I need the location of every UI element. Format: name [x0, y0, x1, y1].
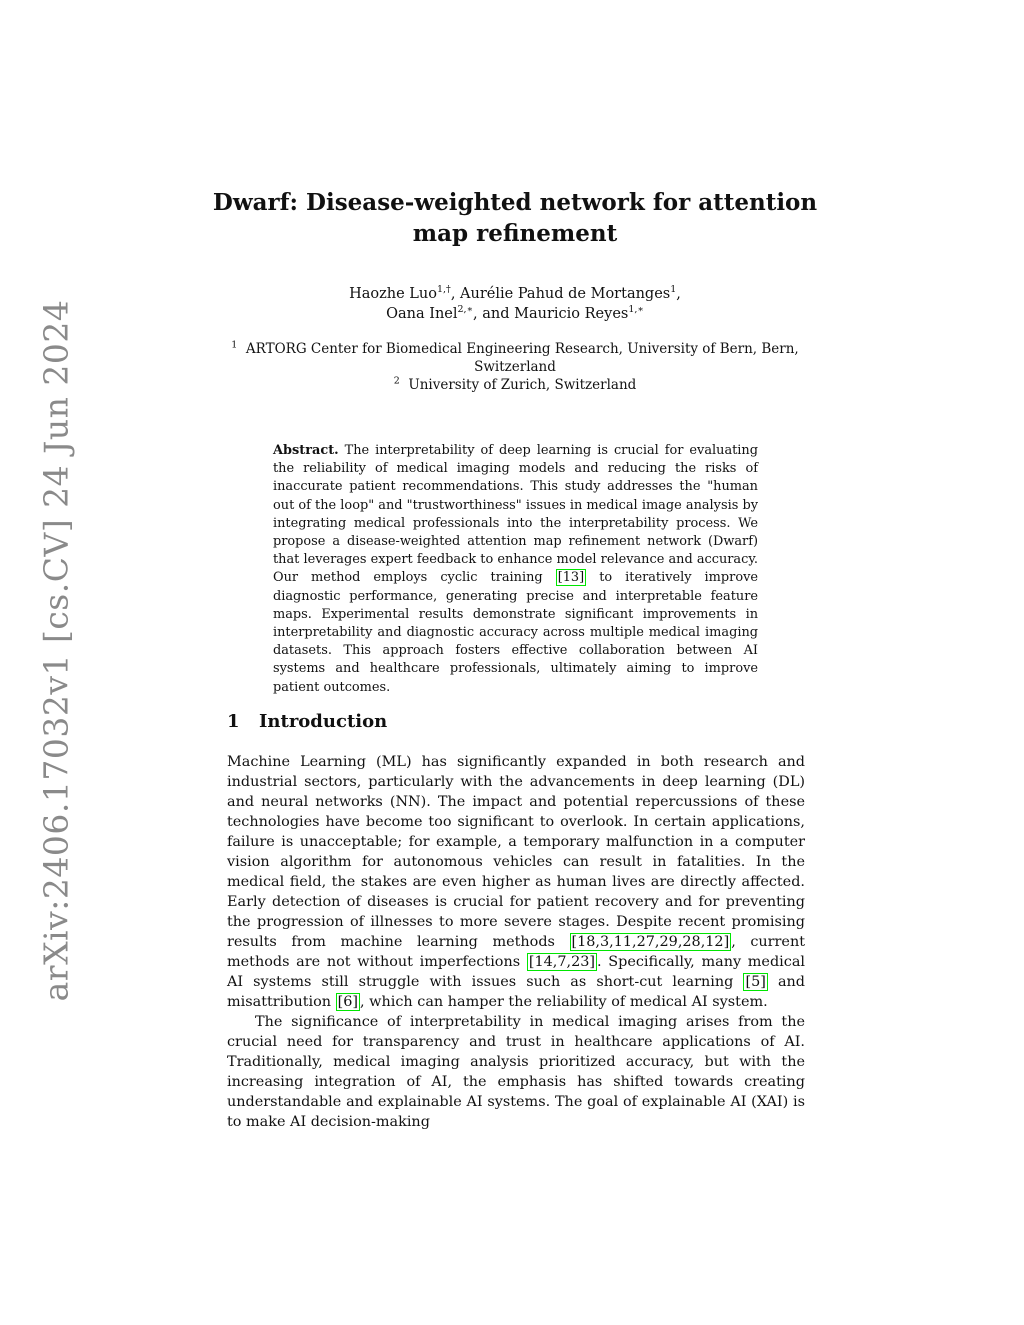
body-text — [227, 752, 805, 1132]
section-number: 1 — [227, 711, 240, 732]
paragraph-text: Machine Learning (ML) has significantly expanded in both research and industrial sectors, particularly with the advancements in deep learning (DL) and neural networks (NN). The impact and potential repercussions of these technologies have become too significant to overlook. In certain applications, failure is unacceptable; for example, a temporary malfunction in a computer vision algorithm for autonomous vehicles can result in fatalities. In the medical field, the stakes are even higher as human lives are directly affected. Early detection of diseases is crucial for patient recovery and for preventing the progression of illnesses to more severe stages. Despite recent promising results from machine learning methods — [227, 754, 805, 950]
author-name: , and Mauricio Reyes — [473, 306, 629, 322]
paragraph-text: . Specifically, many medical AI systems still struggle with issues such as short-cut learning — [227, 954, 806, 990]
affiliations — [220, 340, 810, 394]
paragraph-text: and misattribution — [227, 974, 806, 1010]
paragraph: The significance of interpretability in medical imaging arises from the crucial need for transparency and trust in healthcare applications of AI. Traditionally, medical imaging analysis prioritized accuracy, but with the increasing integration of AI, the emphasis has shifted towards creating understandable and explainable AI systems. The goal of explainable AI (XAI) is to make AI decision-making — [227, 1014, 805, 1130]
abstract — [273, 442, 758, 697]
citation-link[interactable]: [13] — [557, 570, 585, 586]
arxiv-sidebar — [30, 299, 82, 1001]
arxiv-identifier: arXiv:2406.17032v1 [cs.CV] 24 Jun 2024 — [36, 299, 76, 1001]
affiliation-number: 2 — [393, 375, 400, 387]
paragraph-text: , which can hamper the reliability of medical AI system. — [360, 994, 768, 1010]
paragraph — [227, 752, 805, 1012]
affiliation-2 — [220, 376, 810, 394]
authors-line-2 — [200, 304, 830, 324]
citation-link[interactable]: [6] — [337, 994, 359, 1010]
title-line-2: map refinement — [412, 220, 618, 247]
paper-title — [200, 187, 830, 249]
abstract-text: The interpretability of deep learning is crucial for evaluating the reliability of medical imaging models and reducing the risks of inaccurate patient recommendations. This study addresses the "human out of the loop" and "trustworthiness" issues in medical image analysis by integrating medical professionals into the interpretability process. We propose a disease-weighted attention map refinement network (Dwarf) that leverages expert feedback to enhance model relevance and accuracy. Our method employs cyclic training — [273, 443, 758, 586]
citation-link[interactable]: [18,3,11,27,29,28,12] — [571, 934, 730, 950]
author-name: Haozhe Luo — [349, 286, 437, 302]
author-superscript: 1 — [670, 284, 677, 296]
affiliation-number: 1 — [231, 339, 238, 351]
author-name: , Aurélie Pahud de Mortanges — [450, 286, 671, 302]
author-list — [200, 284, 830, 324]
citation-link[interactable]: [14,7,23] — [528, 954, 595, 970]
affiliation-1 — [220, 340, 810, 358]
abstract-label: Abstract. — [273, 443, 339, 458]
author-superscript: 1,† — [436, 284, 451, 296]
citation-link[interactable]: [5] — [745, 974, 766, 990]
author-superscript: 2,∗ — [457, 304, 474, 316]
affiliation-text: University of Zurich, Switzerland — [408, 377, 637, 393]
authors-line-1 — [200, 284, 830, 304]
abstract-text: to iteratively improve diagnostic performance, generating precise and interpretable feature maps. Experimental results demonstrate significant improvements in interpretability and diagnostic accuracy across multiple medical imaging datasets. This approach fosters effective collaboration between AI systems and healthcare professionals, ultimately aiming to improve patient outcomes. — [273, 570, 758, 695]
affiliation-text: ARTORG Center for Biomedical Engineering Research, University of Bern, Bern, — [245, 341, 799, 357]
author-separator: , — [676, 286, 681, 302]
author-superscript: 1,∗ — [628, 304, 644, 316]
paragraph-text: , current methods are not without imperfections — [227, 934, 805, 970]
title-line-1: Dwarf: Disease-weighted network for attention — [212, 189, 818, 216]
affiliation-1-continued: Switzerland — [474, 359, 556, 375]
section-heading — [227, 711, 807, 732]
section-title: Introduction — [259, 711, 388, 732]
author-name: Oana Inel — [386, 306, 458, 322]
